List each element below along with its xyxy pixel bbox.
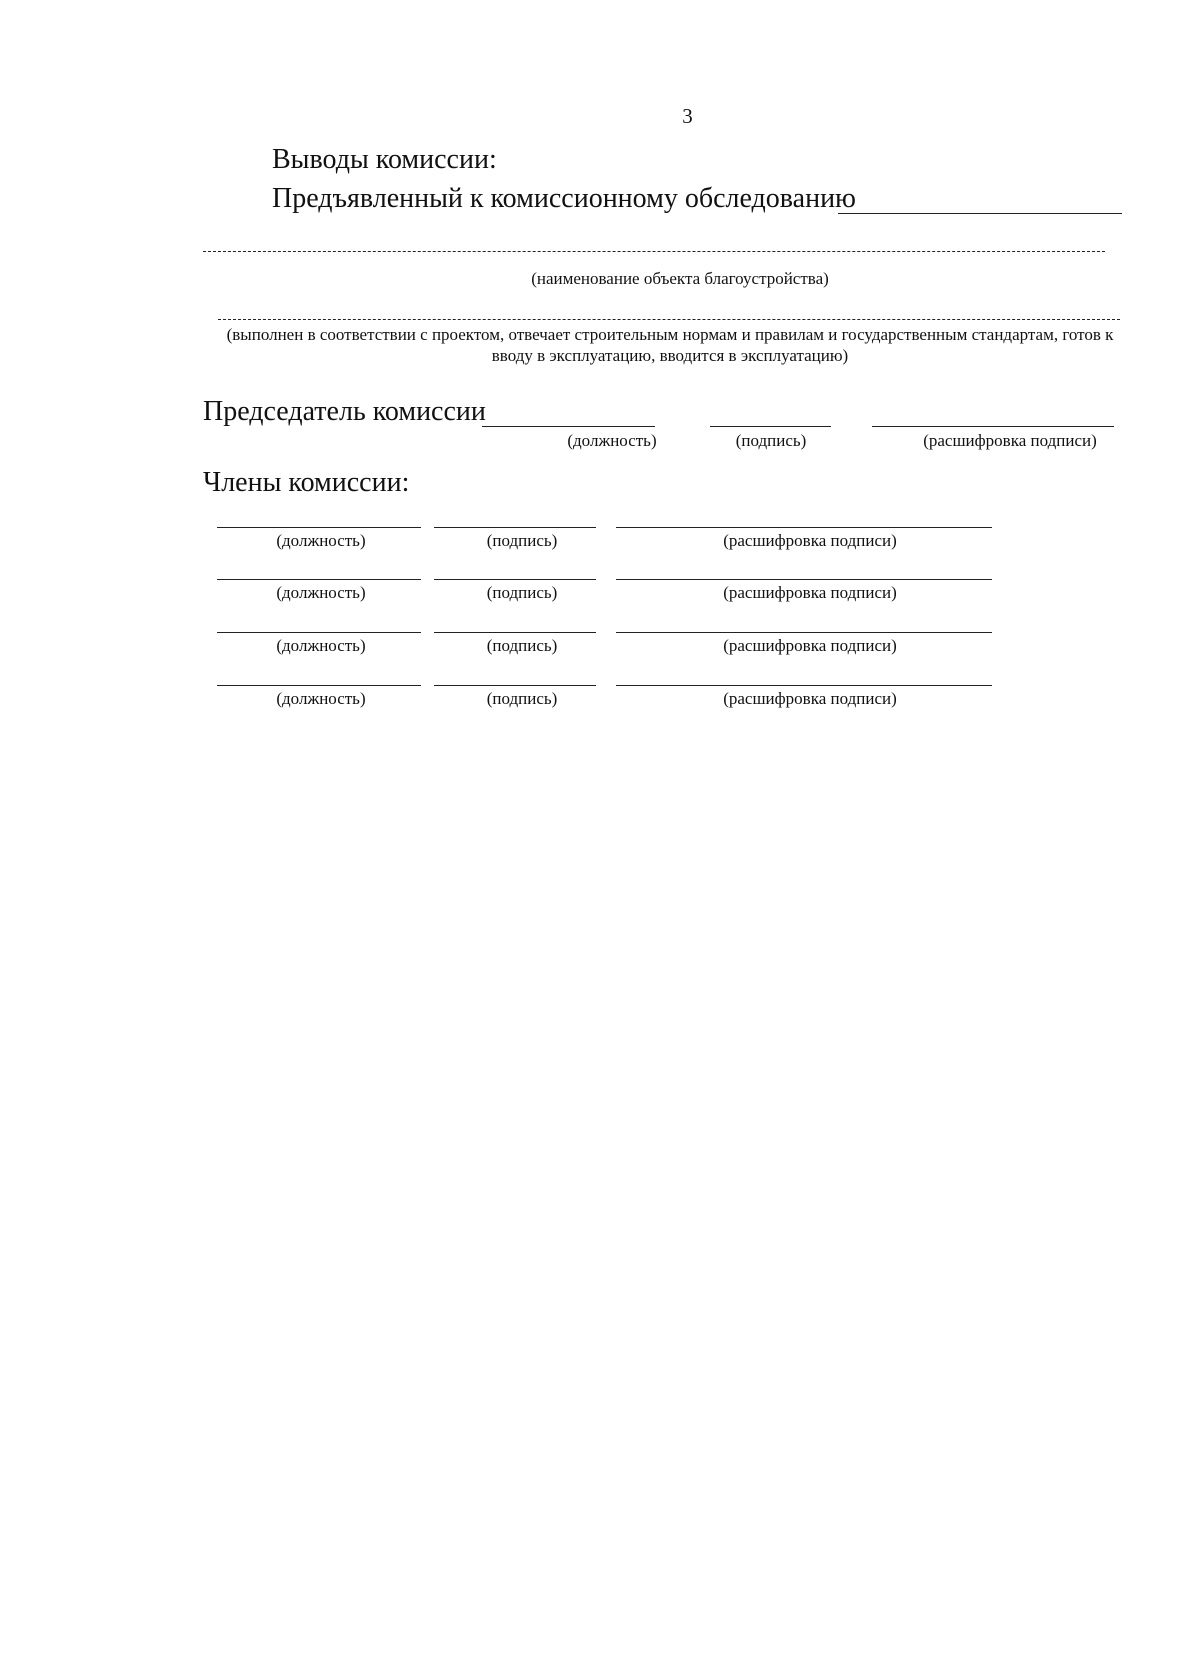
conclusions-heading: Выводы комиссии:	[272, 144, 497, 175]
member-position-line	[217, 685, 421, 686]
member-signature-line	[434, 579, 596, 580]
presented-text: Предъявленный к комиссионному обследованию	[272, 183, 856, 214]
member-position-line	[217, 527, 421, 528]
members-label: Члены комиссии:	[203, 467, 410, 498]
chairman-decoding-caption: (расшифровка подписи)	[923, 431, 1097, 450]
member-position-line	[217, 632, 421, 633]
member-decoding-line	[616, 685, 992, 686]
member-position-caption: (должность)	[276, 531, 366, 550]
member-decoding-line	[616, 527, 992, 528]
member-signature-line	[434, 685, 596, 686]
member-decoding-caption: (расшифровка подписи)	[723, 531, 897, 550]
member-position-caption: (должность)	[276, 636, 366, 655]
chairman-label: Председатель комиссии	[203, 396, 486, 427]
compliance-line	[218, 319, 1120, 320]
member-signature-caption: (подпись)	[486, 636, 558, 655]
member-position-caption: (должность)	[276, 583, 366, 602]
chairman-position-line	[482, 426, 655, 427]
compliance-caption: (выполнен в соответствии с проектом, отвечает строительным нормам и правилам и государственным стандартам, готов к вводу в эксплуатацию, вводится в эксплуатацию)	[226, 325, 1114, 366]
member-signature-caption: (подпись)	[486, 531, 558, 550]
chairman-position-caption: (должность)	[567, 431, 657, 450]
page-number: 3	[682, 104, 693, 128]
member-signature-caption: (подпись)	[486, 689, 558, 708]
member-position-line	[217, 579, 421, 580]
member-decoding-caption: (расшифровка подписи)	[723, 689, 897, 708]
chairman-decoding-line	[872, 426, 1114, 427]
member-decoding-caption: (расшифровка подписи)	[723, 583, 897, 602]
member-signature-line	[434, 632, 596, 633]
member-decoding-line	[616, 632, 992, 633]
member-position-caption: (должность)	[276, 689, 366, 708]
object-name-line	[203, 251, 1105, 252]
member-signature-line	[434, 527, 596, 528]
member-signature-caption: (подпись)	[486, 583, 558, 602]
member-decoding-caption: (расшифровка подписи)	[723, 636, 897, 655]
presented-object-line	[838, 213, 1122, 214]
chairman-signature-caption: (подпись)	[735, 431, 807, 450]
object-name-caption: (наименование объекта благоустройства)	[531, 269, 829, 288]
member-decoding-line	[616, 579, 992, 580]
chairman-signature-line	[710, 426, 831, 427]
